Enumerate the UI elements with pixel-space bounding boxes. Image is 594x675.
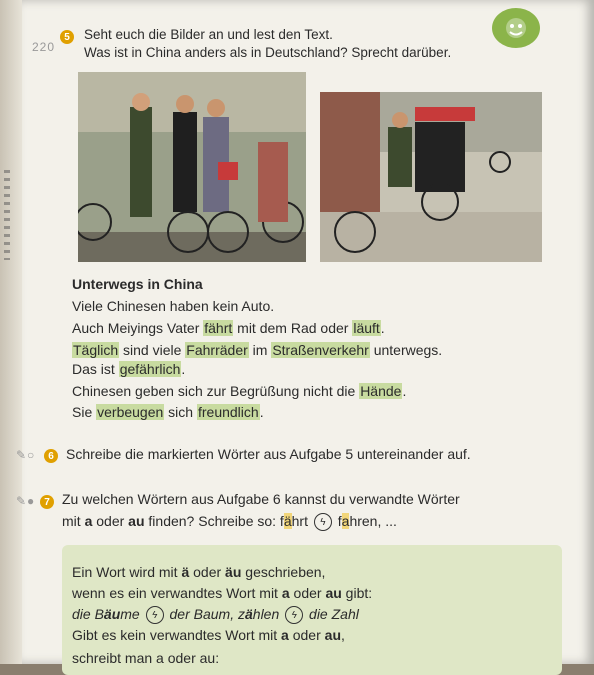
text-line-6: Sie verbeugen sich freundlich. — [72, 404, 264, 420]
text-line-5: Chinesen geben sich zur Begrüßung nicht die Hände. — [72, 383, 407, 399]
rule-line-4: Gibt es kein verwandtes Wort mit a oder au, — [72, 627, 345, 643]
spine-marks — [4, 170, 10, 260]
lightning-icon: ϟ — [285, 606, 303, 624]
task5-line1: Seht euch die Bilder an und lest den Text. — [84, 27, 333, 42]
text-line-1: Viele Chinesen haben kein Auto. — [72, 298, 275, 314]
task7-line1: Zu welchen Wörtern aus Aufgabe 6 kannst du verwandte Wörter — [62, 491, 460, 507]
task5-badge: 5 — [60, 30, 74, 44]
photo-rickshaw — [320, 92, 542, 262]
text-line-4: Das ist gefährlich. — [72, 361, 186, 377]
task6-text: Schreibe die markierten Wörter aus Aufgabe 5 untereinander auf. — [66, 446, 471, 462]
page-ref: 220 — [32, 40, 56, 54]
text-title: Unterwegs in China — [72, 276, 203, 292]
task7-badge: 7 — [40, 495, 54, 509]
task6-badge: 6 — [44, 449, 58, 463]
text-line-3: Täglich sind viele Fahrräder im Straßenverkehr unterwegs. — [73, 342, 443, 358]
photo-cyclists-crowd — [78, 72, 306, 262]
rule-line-5: schreibt man a oder au: — [72, 650, 220, 666]
rule-line-2: wenn es ein verwandtes Wort mit a oder au gibt: — [72, 585, 373, 601]
write-icon: ✎● — [16, 494, 36, 508]
write-icon: ✎○ — [16, 448, 36, 462]
rule-line-1: Ein Wort wird mit ä oder äu geschrieben, — [72, 564, 326, 580]
page-edge — [0, 0, 22, 664]
rule-line-3: die Bäume ϟ der Baum, zählen ϟ die Zahl — [72, 606, 359, 624]
text-line-2: Auch Meiyings Vater fährt mit dem Rad oder läuft. — [72, 320, 385, 336]
task5-line2: Was ist in China anders als in Deutschland? Sprecht darüber. — [84, 45, 452, 60]
book-logo-icon — [492, 8, 540, 48]
task7-line2: mit a oder au finden? Schreibe so: fährt ϟ fahren, ... — [62, 513, 397, 531]
lightning-icon: ϟ — [314, 513, 332, 531]
lightning-icon: ϟ — [146, 606, 164, 624]
